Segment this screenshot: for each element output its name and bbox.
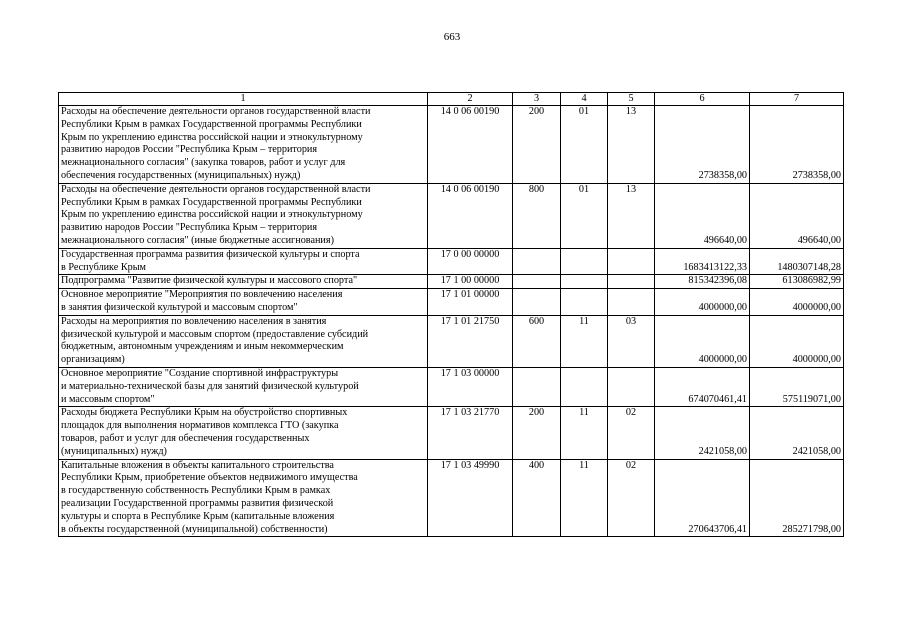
amount-year-2: 2738358,00 [750,106,844,184]
column-header: 7 [750,93,844,106]
amount-year-2: 496640,00 [750,183,844,248]
amount-year-2: 575119071,00 [750,367,844,406]
section-code [561,367,608,406]
subsection-code [608,275,655,289]
table-row [59,367,844,406]
target-article-code: 17 1 01 00000 [428,289,513,316]
target-article-code: 17 1 03 49990 [428,459,513,537]
target-article-code: 17 0 00 00000 [428,248,513,275]
target-article-code: 14 0 06 00190 [428,183,513,248]
amount-year-1: 2421058,00 [655,407,750,459]
section-code: 11 [561,315,608,367]
amount-year-1: 496640,00 [655,183,750,248]
subsection-code: 13 [608,106,655,184]
amount-year-2: 1480307148,28 [750,248,844,275]
section-code: 01 [561,106,608,184]
subsection-code: 02 [608,407,655,459]
column-header: 3 [513,93,561,106]
row-name: Капитальные вложения в объекты капитального строительства Республики Крым, приобретение объектов недвижимого имущества в государственную собственность Республики Крым в рамках реализации Государственной программы развития физической культуры и спорта в Республике Крым (капитальные вложения в объекты государственной (муниципальной) собственности) [59,459,428,537]
amount-year-2: 285271798,00 [750,459,844,537]
expense-type-code: 600 [513,315,561,367]
amount-year-1: 815342396,08 [655,275,750,289]
row-name: Расходы на обеспечение деятельности органов государственной власти Республики Крым в рамках Государственной программы Республики Крым по укреплению единства российской нации и этнокультурному развитию народов России "Республика Крым – территория межнационального согласия" (закупка товаров, работ и услуг для обеспечения государственных (муниципальных) нужд) [59,106,428,184]
amount-year-2: 2421058,00 [750,407,844,459]
column-header: 6 [655,93,750,106]
amount-year-1: 4000000,00 [655,315,750,367]
amount-year-2: 613086982,99 [750,275,844,289]
expense-type-code: 200 [513,106,561,184]
expense-type-code [513,367,561,406]
expense-type-code: 400 [513,459,561,537]
expense-type-code: 800 [513,183,561,248]
table-row [59,106,844,184]
target-article-code: 17 1 03 21770 [428,407,513,459]
table-row [59,315,844,367]
column-header: 4 [561,93,608,106]
table-row [59,289,844,316]
section-code: 11 [561,459,608,537]
subsection-code [608,367,655,406]
amount-year-2: 4000000,00 [750,289,844,316]
subsection-code: 03 [608,315,655,367]
amount-year-2: 4000000,00 [750,315,844,367]
amount-year-1: 4000000,00 [655,289,750,316]
section-code: 01 [561,183,608,248]
row-name: Расходы на мероприятия по вовлечению населения в занятия физической культурой и массовым спортом (предоставление субсидий бюджетным, автономным учреждениям и иным некоммерческим организациям) [59,315,428,367]
section-code: 11 [561,407,608,459]
amount-year-1: 674070461,41 [655,367,750,406]
row-name: Расходы бюджета Республики Крым на обустройство спортивных площадок для выполнения нормативов комплекса ГТО (закупка товаров, работ и услуг для обеспечения государственных (муниципальных) нужд) [59,407,428,459]
subsection-code [608,248,655,275]
row-name: Основное мероприятие "Мероприятия по вовлечению населения в занятия физической культурой и массовым спортом" [59,289,428,316]
subsection-code [608,289,655,316]
table-row [59,248,844,275]
expense-type-code: 200 [513,407,561,459]
amount-year-1: 270643706,41 [655,459,750,537]
expense-type-code [513,248,561,275]
target-article-code: 17 1 01 21750 [428,315,513,367]
subsection-code: 13 [608,183,655,248]
page-number: 663 [443,31,461,43]
column-header: 1 [59,93,428,106]
subsection-code: 02 [608,459,655,537]
target-article-code: 17 1 03 00000 [428,367,513,406]
expense-type-code [513,289,561,316]
column-header: 2 [428,93,513,106]
target-article-code: 14 0 06 00190 [428,106,513,184]
expense-type-code [513,275,561,289]
section-code [561,275,608,289]
row-name: Государственная программа развития физической культуры и спорта в Республике Крым [59,248,428,275]
section-code [561,289,608,316]
table-header-row [59,93,844,106]
column-header: 5 [608,93,655,106]
table-row [59,407,844,459]
section-code [561,248,608,275]
table-row [59,275,844,289]
table-row [59,459,844,537]
row-name: Расходы на обеспечение деятельности органов государственной власти Республики Крым в рамках Государственной программы Республики Крым по укреплению единства российской нации и этнокультурному развитию народов России "Республика Крым – территория межнационального согласия" (иные бюджетные ассигнования) [59,183,428,248]
target-article-code: 17 1 00 00000 [428,275,513,289]
amount-year-1: 2738358,00 [655,106,750,184]
budget-table [58,92,844,537]
row-name: Подпрограмма "Развитие физической культуры и массового спорта" [59,275,428,289]
amount-year-1: 1683413122,33 [655,248,750,275]
row-name: Основное мероприятие "Создание спортивной инфраструктуры и материально-технической базы для занятий физической культурой и массовым спортом" [59,367,428,406]
table-row [59,183,844,248]
